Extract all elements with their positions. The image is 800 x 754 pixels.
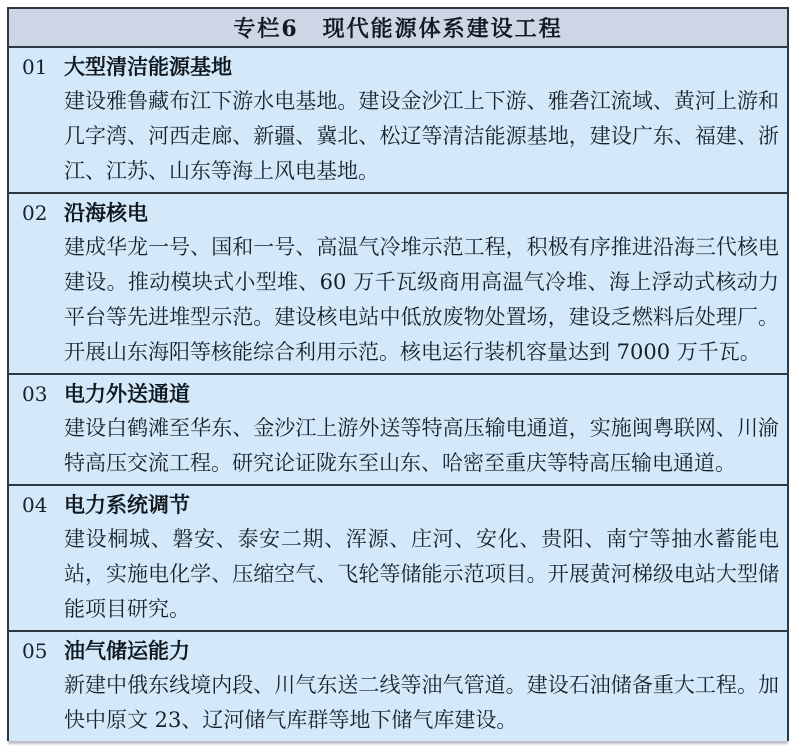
panel-title: 专栏6 现代能源体系建设工程 [233, 16, 563, 42]
section-grid-regulation [9, 486, 787, 632]
section-clean-energy-bases [9, 48, 787, 194]
section-power-transmission [9, 375, 787, 486]
section-number: 04 [22, 493, 48, 517]
section-title-row [9, 634, 781, 668]
section-number: 03 [22, 382, 48, 406]
section-title: 油气储运能力 [64, 638, 190, 663]
section-title: 大型清洁能源基地 [64, 54, 232, 79]
section-title: 电力外送通道 [64, 381, 190, 406]
section-title: 沿海核电 [64, 200, 148, 225]
panel-body [9, 48, 787, 741]
section-body-text: 建设雅鲁藏布江下游水电基地。建设金沙江上下游、雅砻江流域、黄河上游和几字湾、河西走廊、新疆、冀北、松辽等清洁能源基地，建设广东、福建、浙江、江苏、山东等海上风电基地。 [64, 89, 779, 183]
section-title-row [9, 377, 781, 411]
section-number: 02 [22, 201, 48, 225]
section-title-row [9, 196, 781, 230]
section-oil-gas-storage [9, 632, 787, 741]
section-body-text: 建设白鹤滩至华东、金沙江上游外送等特高压输电通道，实施闽粤联网、川渝特高压交流工程。研究论证陇东至山东、哈密至重庆等特高压输电通道。 [64, 416, 779, 475]
section-number: 05 [22, 639, 48, 663]
energy-program-panel [7, 7, 789, 741]
section-title-row [9, 488, 781, 522]
section-title-row [9, 50, 781, 84]
section-body-text: 建设桐城、磐安、泰安二期、浑源、庄河、安化、贵阳、南宁等抽水蓄能电站，实施电化学、压缩空气、飞轮等储能示范项目。开展黄河梯级电站大型储能项目研究。 [64, 527, 779, 621]
section-title: 电力系统调节 [64, 492, 190, 517]
panel-header [9, 9, 787, 48]
section-number: 01 [22, 55, 48, 79]
section-body-text: 新建中俄东线境内段、川气东送二线等油气管道。建设石油储备重大工程。加快中原文 23、辽河储气库群等地下储气库建设。 [64, 673, 779, 732]
section-coastal-nuclear [9, 194, 787, 375]
section-body-text: 建成华龙一号、国和一号、高温气冷堆示范工程，积极有序推进沿海三代核电建设。推动模块式小型堆、60 万千瓦级商用高温气冷堆、海上浮动式核动力平台等先进堆型示范。建设核电站中低放废物处置场，建设乏燃料后处理厂。开展山东海阳等核能综合利用示范。核电运行装机容量达到 7000 万千瓦。 [64, 235, 779, 364]
